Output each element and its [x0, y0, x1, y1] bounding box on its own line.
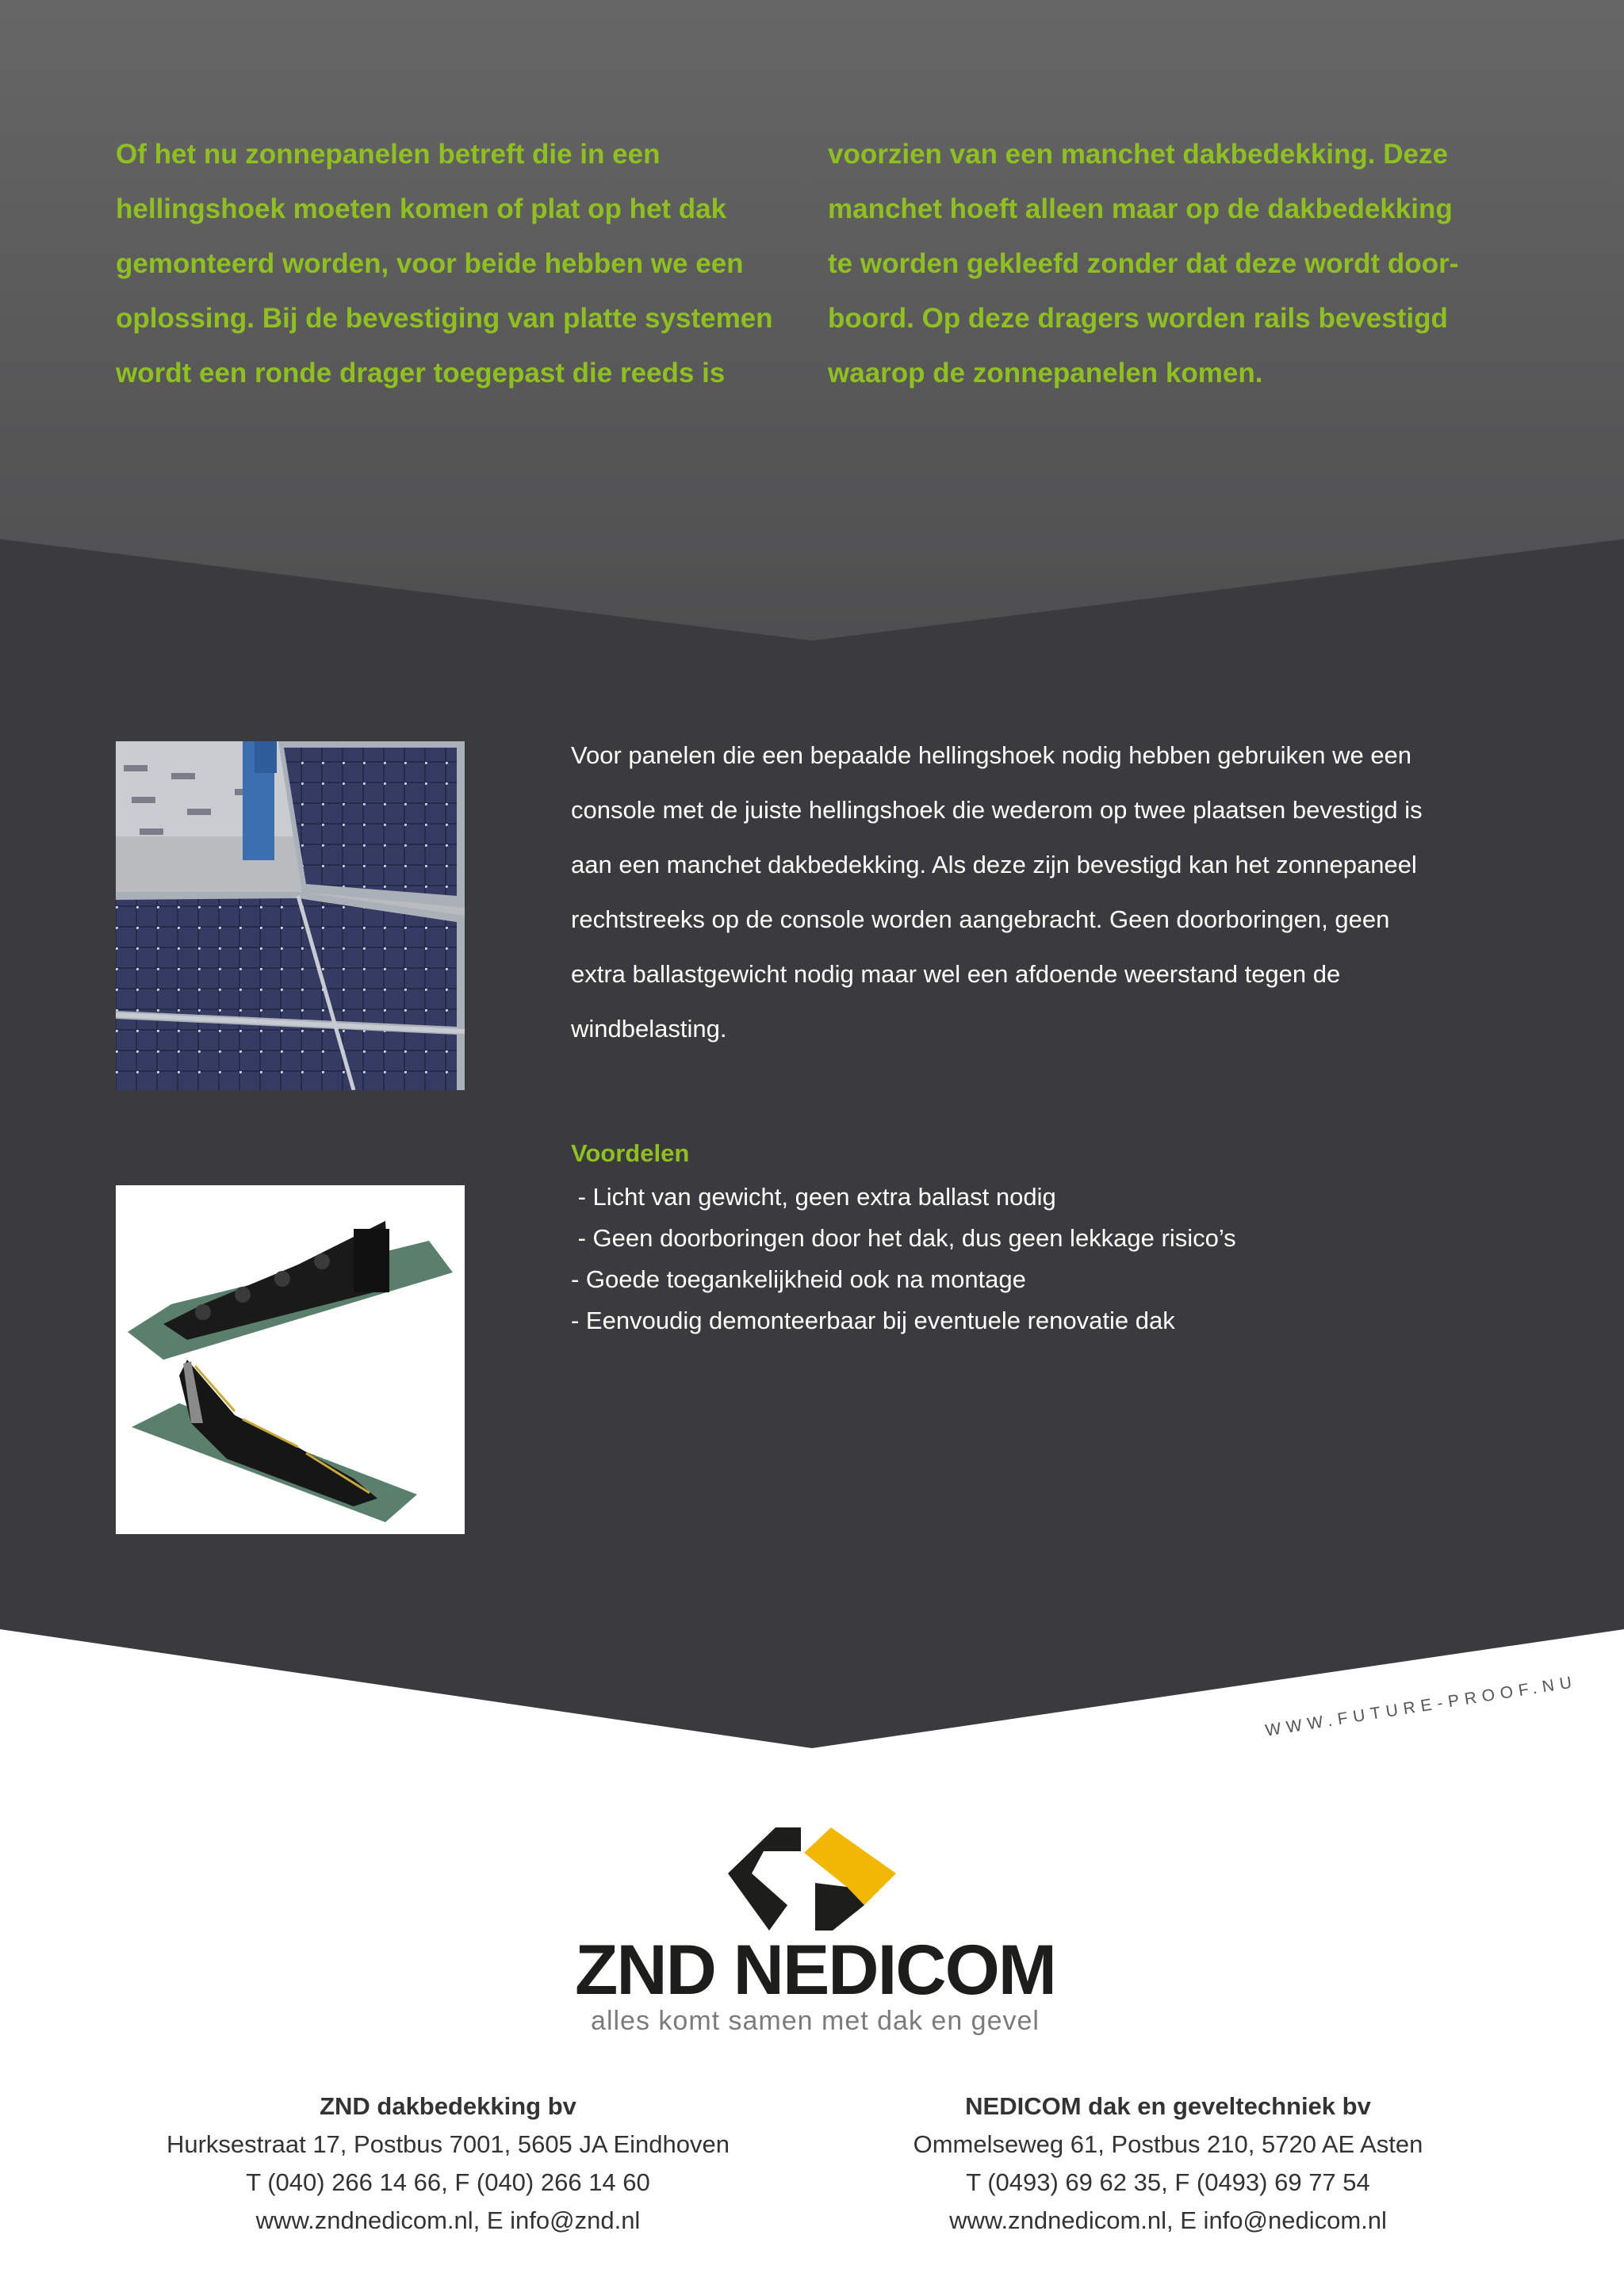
- intro-line: boord. Op deze dragers worden rails bevestigd: [828, 303, 1448, 334]
- intro-line: wordt een ronde drager toegepast die reeds is: [116, 358, 726, 388]
- website-url[interactable]: WWW.FUTURE-PROOF.NU: [1264, 1672, 1579, 1740]
- company-name: NEDICOM dak en geveltechniek bv: [965, 2092, 1371, 2120]
- phone-fax: T (040) 266 14 66, F (040) 266 14 60: [246, 2168, 650, 2196]
- web-email[interactable]: www.zndnedicom.nl, E info@nedicom.nl: [949, 2206, 1387, 2234]
- intro-line: te worden gekleefd zonder dat deze wordt door-: [828, 248, 1459, 279]
- address-block-nedicom: [867, 2087, 1469, 2240]
- body-line: rechtstreeks op de console worden aangebracht. Geen doorboringen, geen: [571, 905, 1390, 933]
- intro-line: waarop de zonnepanelen komen.: [828, 358, 1263, 388]
- advantages-title: Voordelen: [571, 1139, 690, 1167]
- list-item: - Goede toegankelijkheid ook na montage: [571, 1265, 1026, 1293]
- body-line: console met de juiste hellingshoek die wederom op twee plaatsen bevestigd is: [571, 796, 1423, 824]
- body-line: aan een manchet dakbedekking. Als deze zijn bevestigd kan het zonnepaneel: [571, 851, 1417, 878]
- list-item: - Eenvoudig demonteerbaar bij eventuele renovatie dak: [571, 1307, 1175, 1334]
- znd-nedicom-logo-icon: [728, 1827, 896, 1931]
- phone-fax: T (0493) 69 62 35, F (0493) 69 77 54: [966, 2168, 1370, 2196]
- solar-panel-photo: [116, 741, 465, 1090]
- intro-line: voorzien van een manchet dakbedekking. Deze: [828, 139, 1448, 170]
- body-line: extra ballastgewicht nodig maar wel een afdoende weerstand tegen de: [571, 960, 1341, 988]
- street-address: Hurksestraat 17, Postbus 7001, 5605 JA Eindhoven: [166, 2130, 730, 2158]
- street-address: Ommelseweg 61, Postbus 210, 5720 AE Asten: [913, 2130, 1423, 2158]
- logo-tagline: alles komt samen met dak en gevel: [591, 2006, 1040, 2036]
- body-line: windbelasting.: [571, 1015, 727, 1043]
- intro-text-right: [828, 127, 1502, 400]
- web-email[interactable]: www.zndnedicom.nl, E info@znd.nl: [255, 2206, 641, 2234]
- advantages-list: [571, 1177, 1236, 1341]
- intro-line: oplossing. Bij de bevestiging van platte systemen: [116, 303, 773, 334]
- body-paragraph: [571, 728, 1507, 1056]
- list-item: - Geen doorboringen door het dak, dus geen lekkage risico’s: [571, 1224, 1236, 1252]
- intro-line: gemonteerd worden, voor beide hebben we een: [116, 248, 744, 279]
- body-line: Voor panelen die een bepaalde hellingshoek nodig hebben gebruiken we een: [571, 741, 1412, 769]
- address-block-znd: [147, 2087, 749, 2240]
- mounting-console-illustration: [116, 1185, 465, 1534]
- intro-line: Of het nu zonnepanelen betreft die in een: [116, 139, 661, 170]
- intro-line: hellingshoek moeten komen of plat op het dak: [116, 193, 727, 224]
- intro-text-left: [116, 127, 790, 400]
- intro-line: manchet hoeft alleen maar op de dakbedekking: [828, 193, 1453, 224]
- company-name: ZND dakbedekking bv: [320, 2092, 576, 2120]
- list-item: - Licht van gewicht, geen extra ballast nodig: [571, 1183, 1056, 1211]
- logo-name: ZND NEDICOM: [575, 1930, 1055, 2009]
